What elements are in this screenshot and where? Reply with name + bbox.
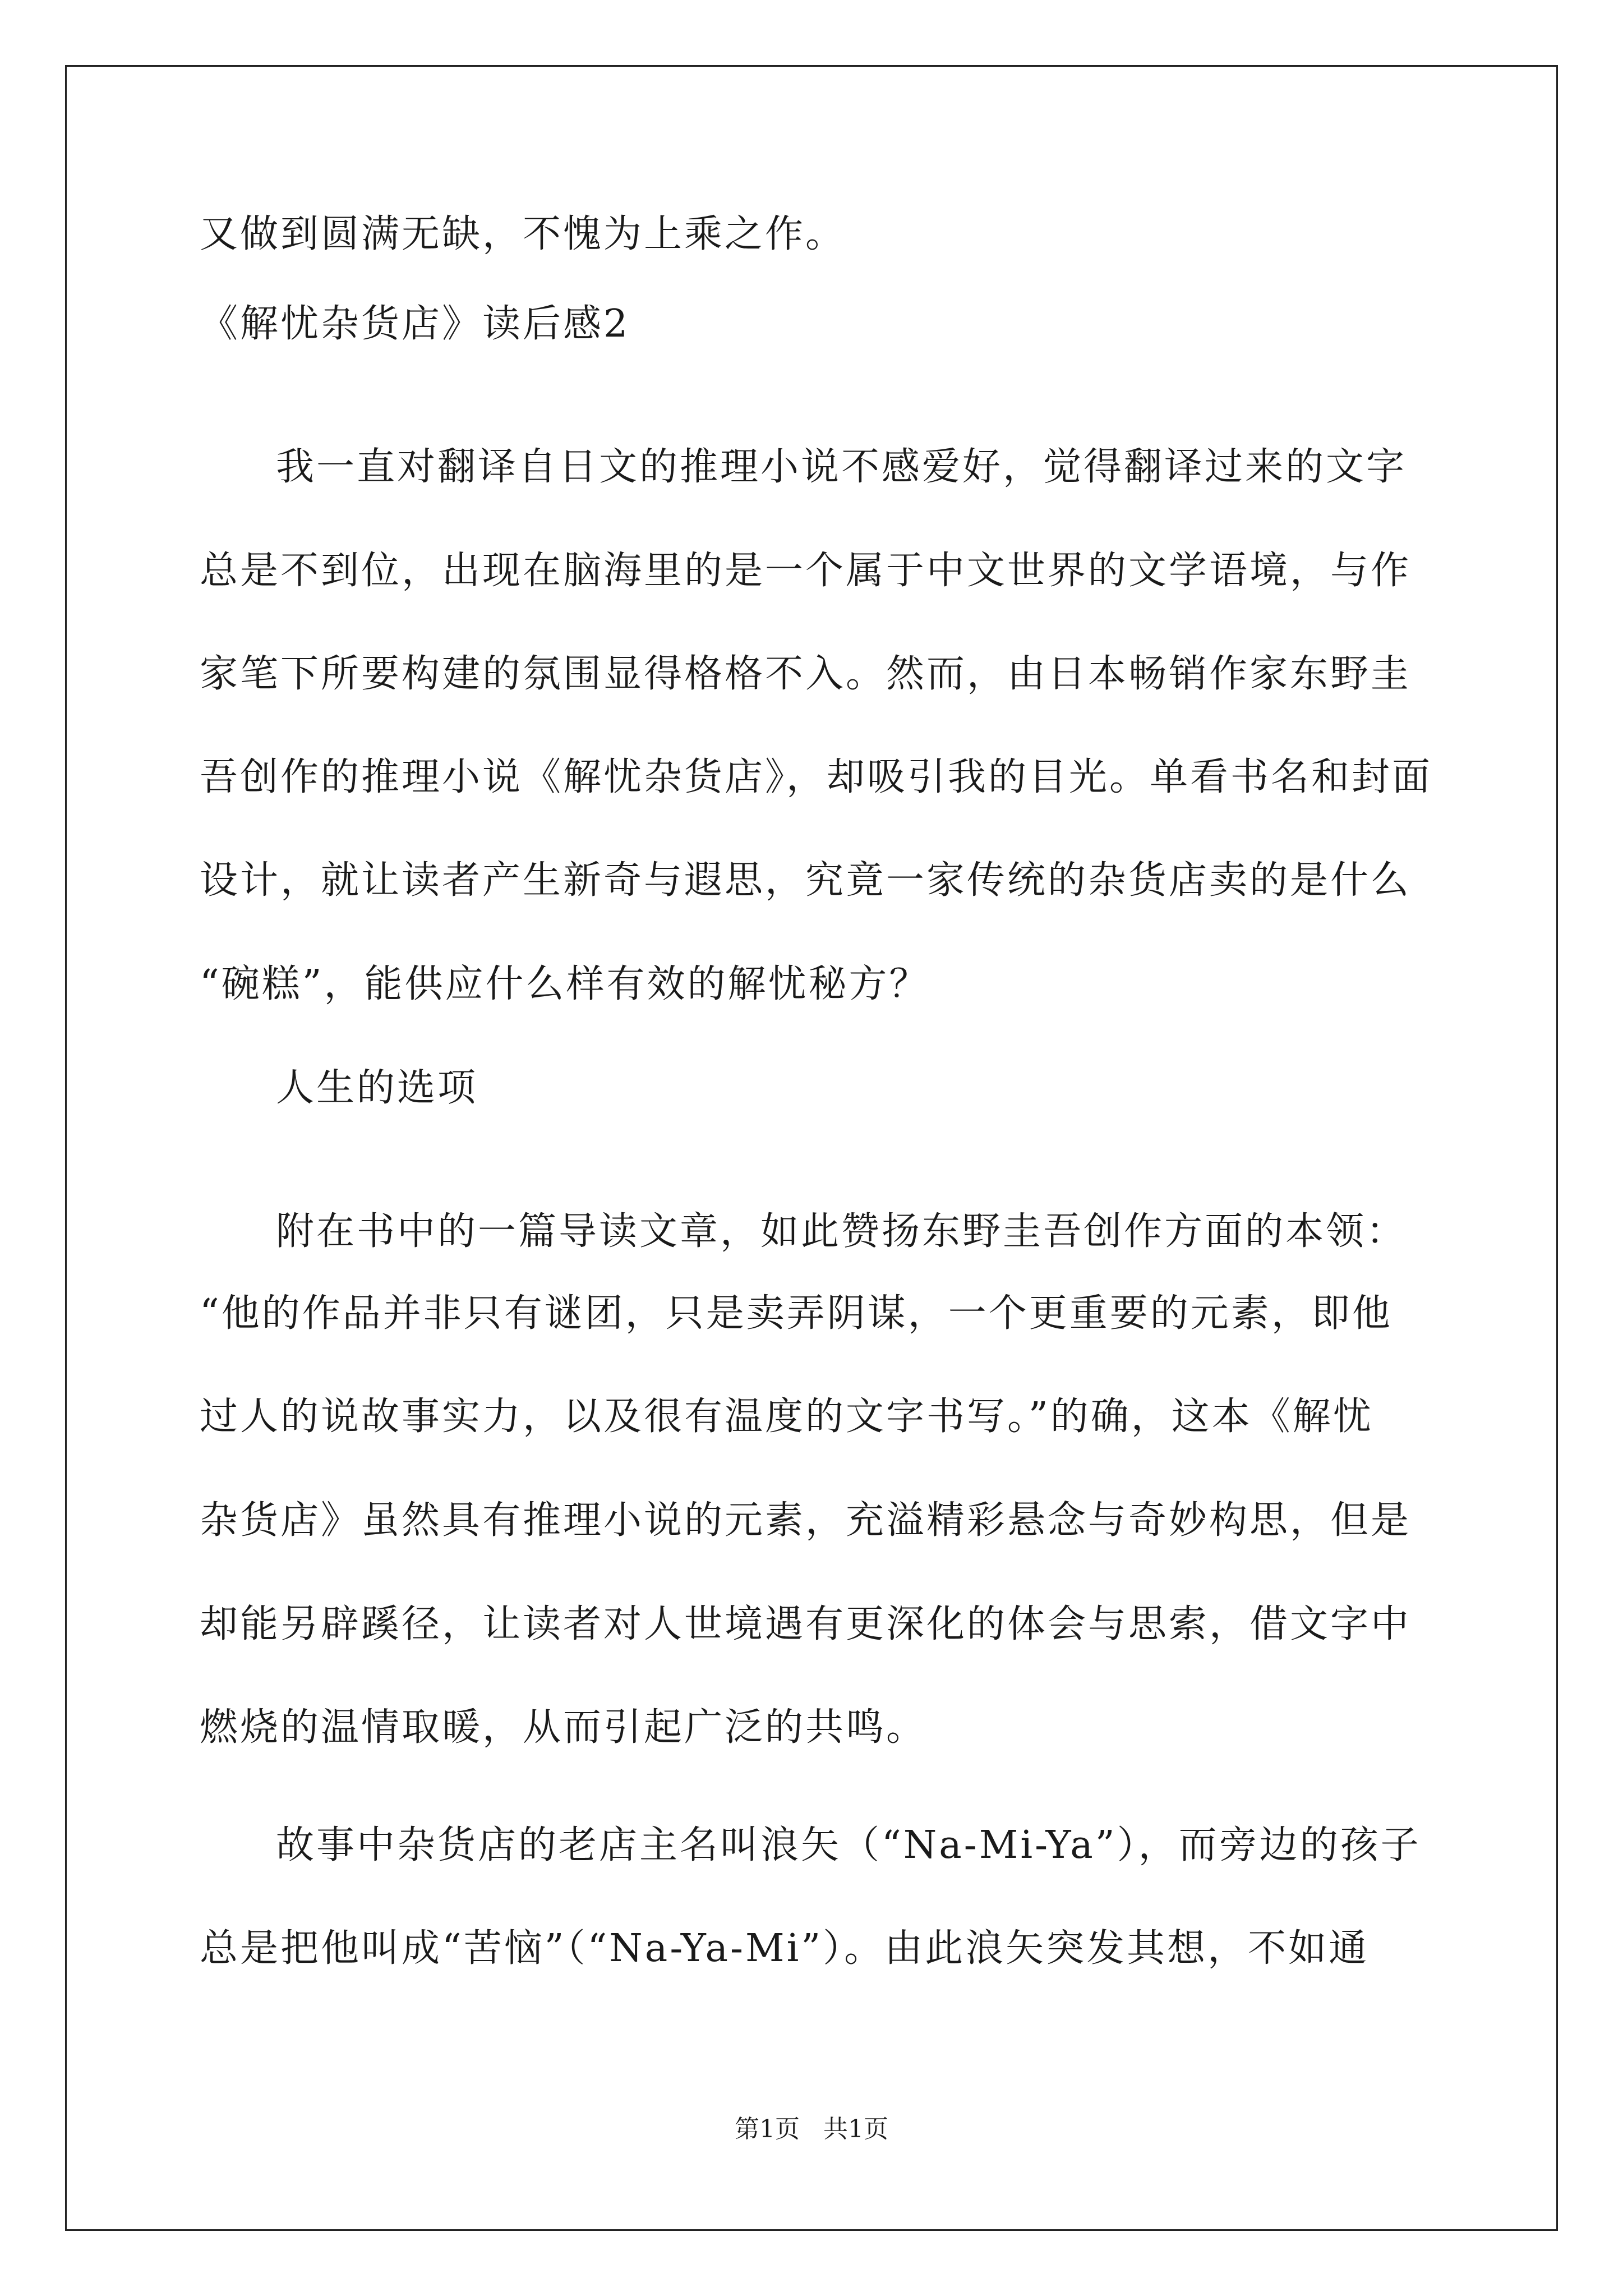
paragraph-line: “碗糕”，能供应什么样有效的解忧秘方？ — [200, 962, 930, 1006]
subheading: 人生的选项 — [276, 1066, 478, 1110]
paragraph-line: 总是不到位，出现在脑海里的是一个属于中文世界的文学语境，与作 — [200, 549, 1412, 593]
paragraph-line: 设计，就让读者产生新奇与遐思，究竟一家传统的杂货店卖的是什么 — [200, 858, 1412, 903]
paragraph-line: 故事中杂货店的老店主名叫浪矢（“Na-Mi-Ya”），而旁边的孩子 — [276, 1823, 1421, 1867]
paragraph-line: 家笔下所要构建的氛围显得格格不入。然而，由日本畅销作家东野圭 — [200, 652, 1412, 696]
paragraph-line: 附在书中的一篇导读文章，如此赞扬东野圭吾创作方面的本领： — [276, 1209, 1407, 1254]
paragraph-line: 吾创作的推理小说《解忧杂货店》，却吸引我的目光。单看书名和封面 — [200, 755, 1433, 799]
paragraph-line: 又做到圆满无缺，不愧为上乘之作。 — [200, 212, 846, 256]
paragraph-line: 却能另辟蹊径，让读者对人世境遇有更深化的体会与思索，借文字中 — [200, 1602, 1412, 1646]
paragraph-line: 燃烧的温情取暖，从而引起广泛的共鸣。 — [200, 1705, 927, 1750]
paragraph-line: 我一直对翻译自日文的推理小说不感爱好，觉得翻译过来的文字 — [276, 445, 1407, 489]
page-footer: 第1页 共1页 — [735, 2115, 888, 2143]
section-heading: 《解忧杂货店》读后感2 — [200, 302, 630, 346]
paragraph-line: 总是把他叫成“苦恼”（“Na-Ya-Mi”）。由此浪矢突发其想，不如通 — [200, 1926, 1370, 1971]
page-border — [65, 65, 1558, 2231]
paragraph-line: “他的作品并非只有谜团，只是卖弄阴谋，一个更重要的元素，即他 — [200, 1291, 1393, 1336]
paragraph-line: 过人的说故事实力，以及很有温度的文字书写。”的确，这本《解忧 — [200, 1395, 1373, 1439]
paragraph-line: 杂货店》虽然具有推理小说的元素，充溢精彩悬念与奇妙构思，但是 — [200, 1498, 1412, 1543]
